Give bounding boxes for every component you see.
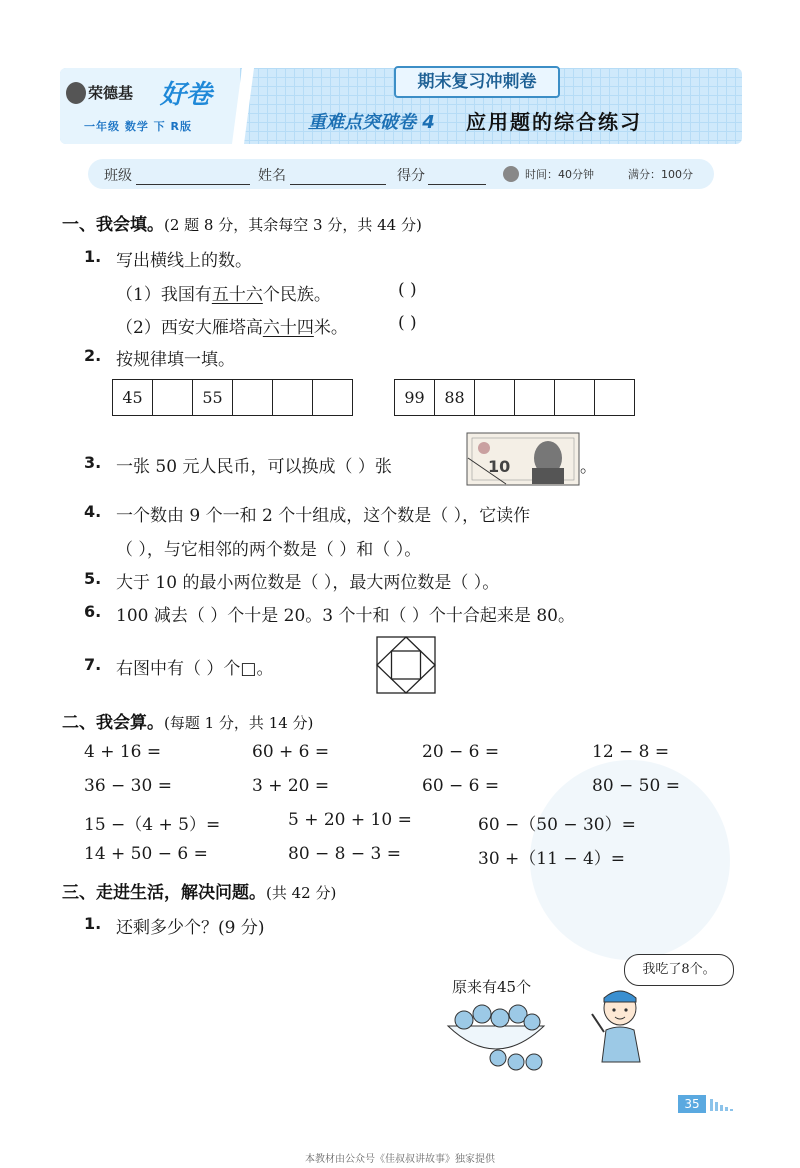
time-limit: 时间：40分钟 xyxy=(525,168,594,181)
seq2-cell[interactable] xyxy=(475,380,515,416)
seq1-cell[interactable]: 45 xyxy=(113,380,153,416)
page-title: 应用题的综合练习 xyxy=(466,110,642,134)
seq2-cell[interactable] xyxy=(515,380,555,416)
seq2-cell[interactable] xyxy=(555,380,595,416)
calc-item: 15 −（4 + 5）= xyxy=(84,815,221,835)
calc-item: 80 − 8 − 3 = xyxy=(288,844,402,864)
boy-illustration xyxy=(584,984,650,1064)
calc-item: 20 − 6 = xyxy=(422,742,500,762)
speech-bubble: 我吃了8个。 xyxy=(624,954,734,986)
seq1-cell[interactable] xyxy=(313,380,353,416)
sequence-table-1 xyxy=(112,379,353,416)
seq2-cell[interactable] xyxy=(595,380,635,416)
q4-line1: 一个数由 9 个一和 2 个十组成，这个数是（ ），它读作 xyxy=(116,506,531,526)
brand-hao: 好卷 xyxy=(160,80,213,110)
footer-note: 本教材由公众号《佳叔叔讲故事》独家提供 xyxy=(305,1154,495,1165)
seq1-cell[interactable]: 55 xyxy=(193,380,233,416)
q3-end: 。 xyxy=(580,457,597,477)
q1-text: 写出横线上的数。 xyxy=(116,251,252,271)
q5-text: 大于 10 的最小两位数是（ ），最大两位数是（ ）。 xyxy=(116,573,500,593)
q1b-text: （2）西安大雁塔高六十四米。 xyxy=(116,318,348,338)
calc-item: 60 + 6 = xyxy=(252,742,330,762)
calc-item: 60 − 6 = xyxy=(422,776,500,796)
calc-item: 80 − 50 = xyxy=(592,776,680,796)
section3-heading: 三、走进生活，解决问题。(共 42 分) xyxy=(62,883,337,903)
q3-number: 3. xyxy=(84,453,102,472)
name-label: 姓名 xyxy=(258,168,286,184)
page-number: 35 xyxy=(678,1095,706,1113)
q6-number: 6. xyxy=(84,602,102,621)
calc-item: 30 +（11 − 4）= xyxy=(478,849,626,869)
page-deco-bars xyxy=(710,1097,740,1113)
seq1-cell[interactable] xyxy=(233,380,273,416)
score-label: 得分 xyxy=(397,168,425,184)
s3-q1-number: 1. xyxy=(84,914,102,933)
q1a-answer[interactable]: ( ) xyxy=(398,280,417,300)
calc-item: 36 − 30 = xyxy=(84,776,172,796)
fruit-bowl-illustration xyxy=(440,1000,552,1076)
fruit-caption: 原来有45个 xyxy=(452,978,532,996)
sequence-table-2 xyxy=(394,379,635,416)
section1-heading: 一、我会填。(2 题 8 分，其余每空 3 分，共 44 分) xyxy=(62,215,422,235)
seq2-cell[interactable]: 88 xyxy=(435,380,475,416)
series-title: 重难点突破卷 4 xyxy=(308,112,435,133)
score-field[interactable] xyxy=(428,184,486,185)
s3-q1-text: 还剩多少个？(9 分) xyxy=(116,918,265,938)
q3-text: 一张 50 元人民币，可以换成（ ）张 xyxy=(116,457,392,477)
q1-number: 1. xyxy=(84,247,102,266)
q4-number: 4. xyxy=(84,502,102,521)
brand-logo-icon xyxy=(66,82,86,104)
nested-squares-figure xyxy=(376,636,436,694)
calc-item: 5 + 20 + 10 = xyxy=(288,810,412,830)
full-score: 满分：100分 xyxy=(628,168,693,181)
banknote-10-yuan-icon xyxy=(466,432,580,486)
q4-line2: （ ），与它相邻的两个数是（ ）和（ ）。 xyxy=(116,540,422,560)
class-label: 班级 xyxy=(104,168,132,184)
calc-item: 60 −（50 − 30）= xyxy=(478,815,636,835)
class-field[interactable] xyxy=(136,184,250,185)
calc-item: 14 + 50 − 6 = xyxy=(84,844,208,864)
clock-icon xyxy=(503,166,519,182)
calc-item: 4 + 16 = xyxy=(84,742,162,762)
q1a-text: （1）我国有五十六个民族。 xyxy=(116,285,331,305)
seq2-cell[interactable]: 99 xyxy=(395,380,435,416)
q2-number: 2. xyxy=(84,346,102,365)
calc-item: 12 − 8 = xyxy=(592,742,670,762)
seq1-cell[interactable] xyxy=(153,380,193,416)
q2-text: 按规律填一填。 xyxy=(116,350,235,370)
q5-number: 5. xyxy=(84,569,102,588)
exam-tag: 期末复习冲刺卷 xyxy=(394,66,560,98)
svg-text:10: 10 xyxy=(488,457,511,476)
q1b-answer[interactable]: ( ) xyxy=(398,313,417,333)
name-field[interactable] xyxy=(290,184,386,185)
q6-text: 100 减去（ ）个十是 20。3 个十和（ ）个十合起来是 80。 xyxy=(116,606,575,626)
banner-divider xyxy=(232,68,254,144)
calc-item: 3 + 20 = xyxy=(252,776,330,796)
q7-text: 右图中有（ ）个□。 xyxy=(116,659,274,679)
q7-number: 7. xyxy=(84,655,102,674)
section2-heading: 二、我会算。(每题 1 分，共 14 分) xyxy=(62,713,314,733)
seq1-cell[interactable] xyxy=(273,380,313,416)
grade-info: 一年级 数学 下 R版 xyxy=(84,120,192,133)
brand-name: 荣德基 xyxy=(88,84,134,102)
